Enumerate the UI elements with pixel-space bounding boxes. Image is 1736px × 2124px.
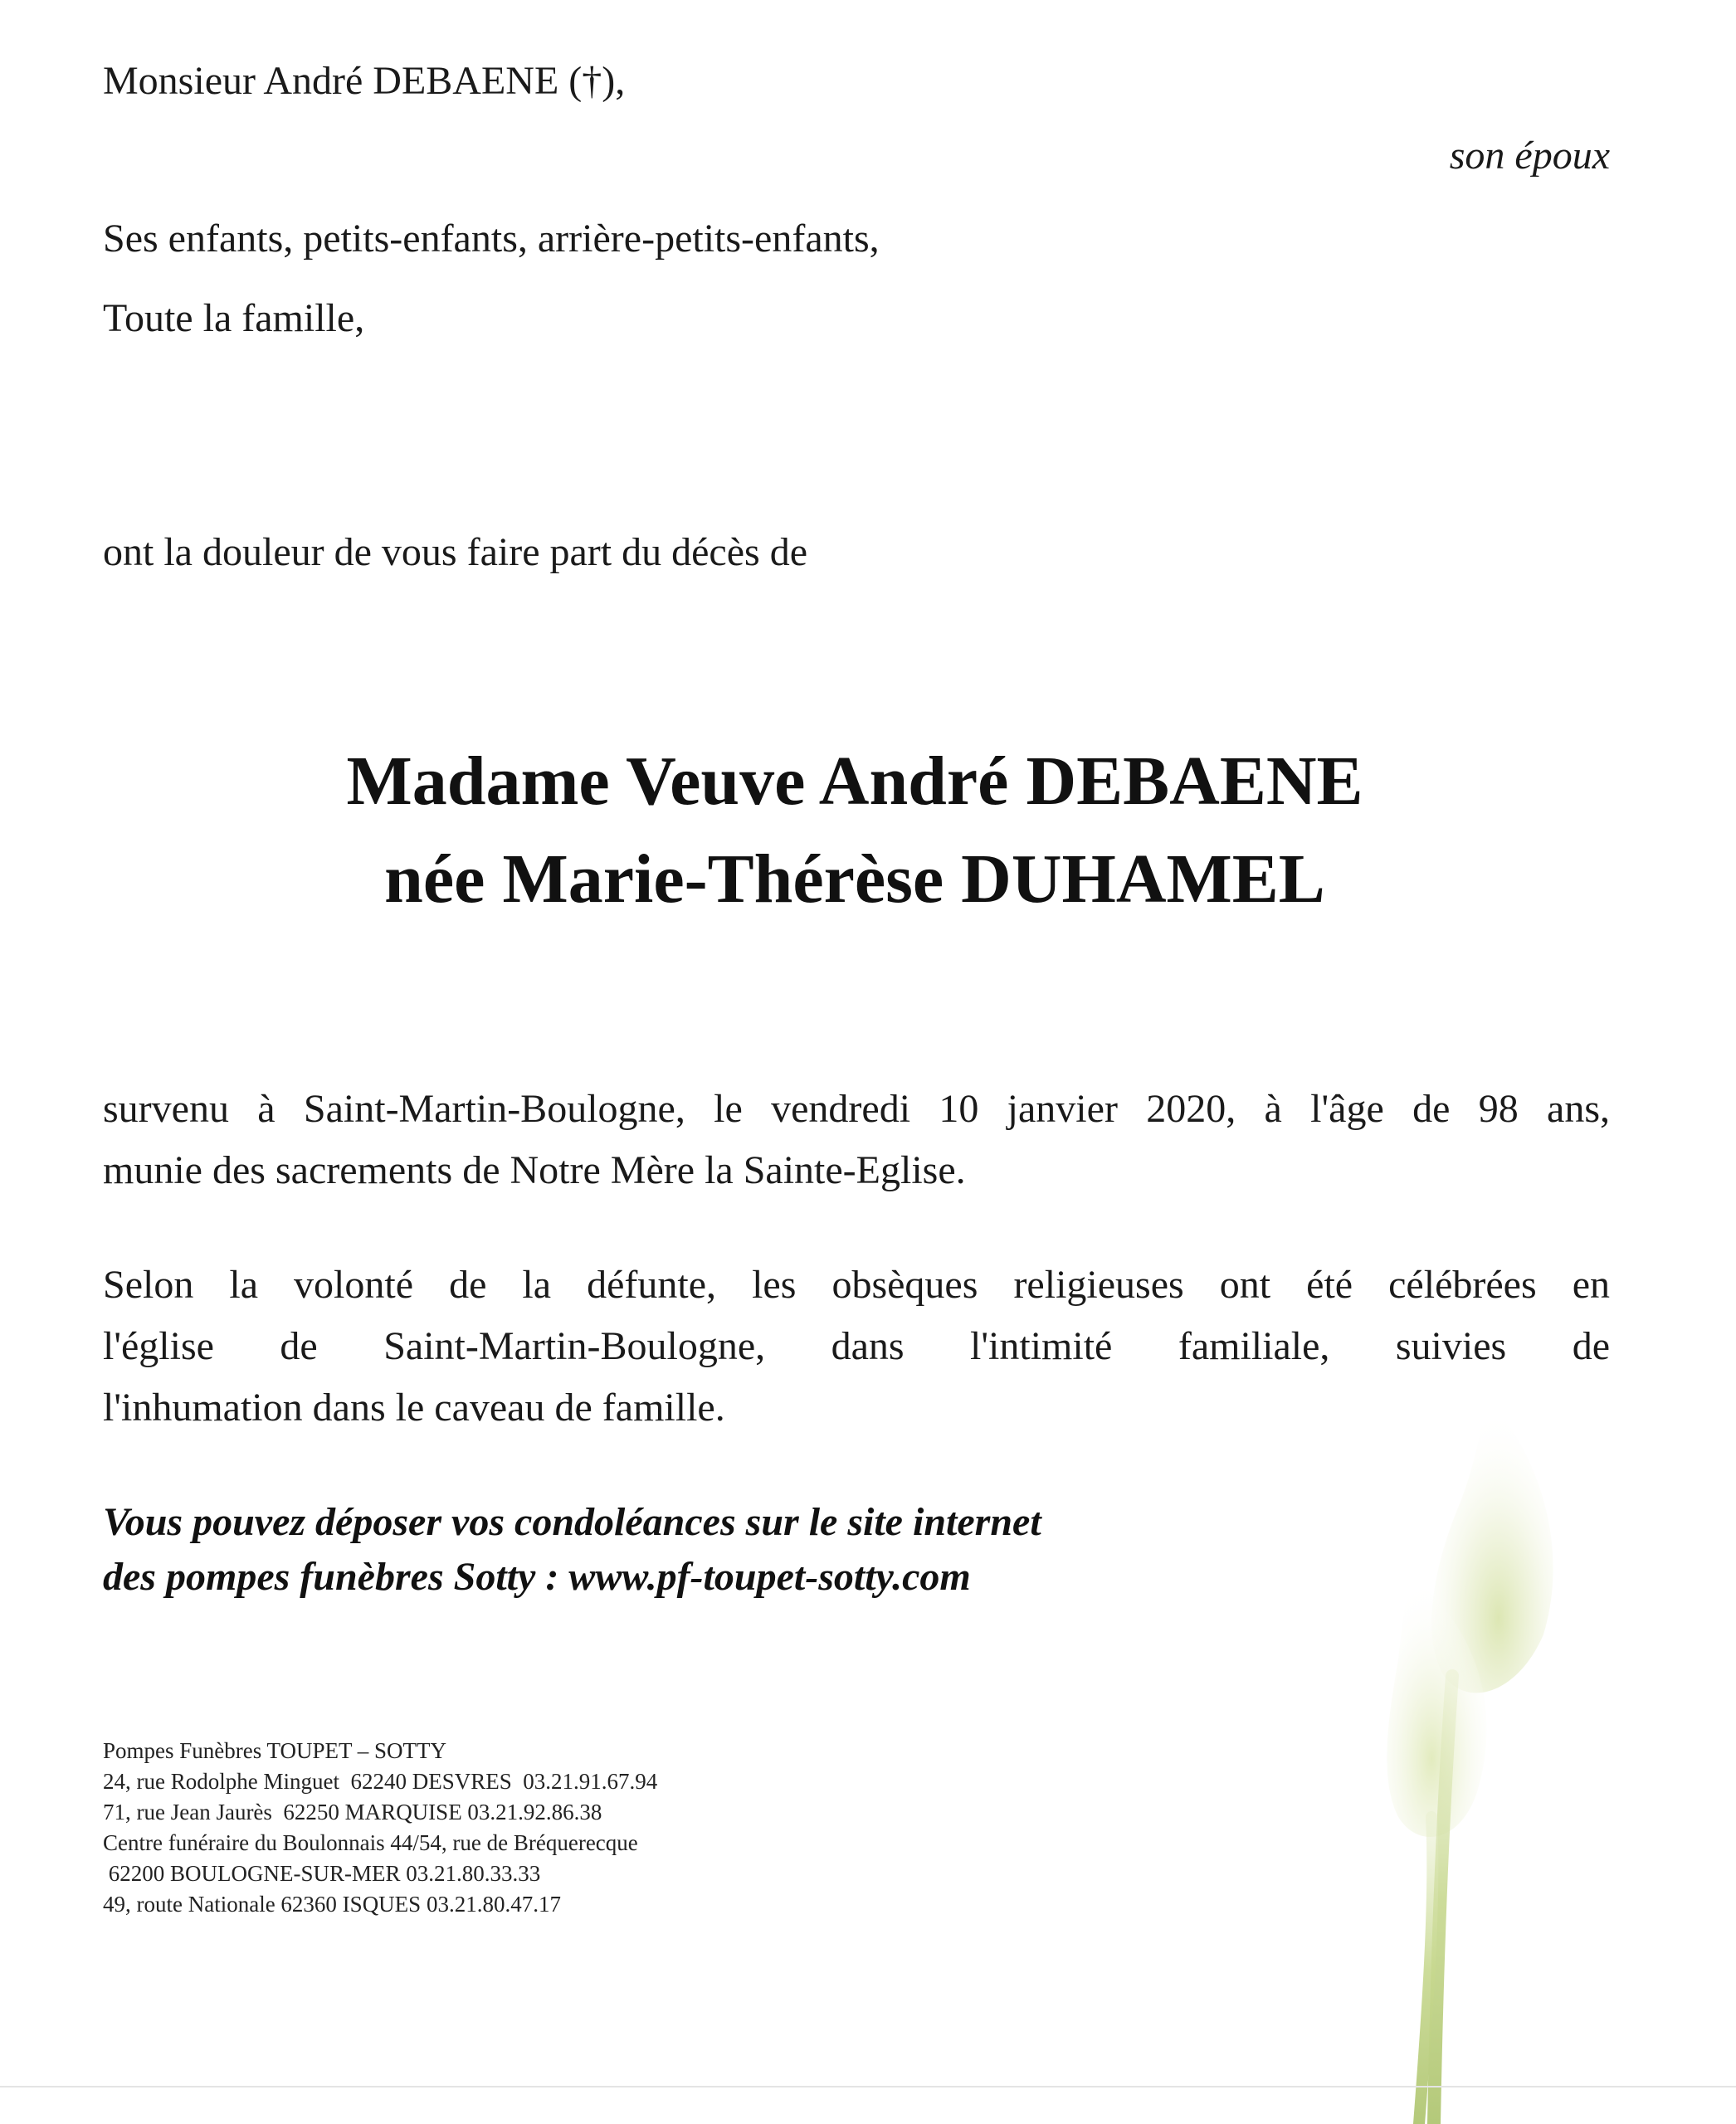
announcement-intro: ont la douleur de vous faire part du décès de	[103, 530, 808, 574]
funeral-line: l'église de Saint-Martin-Boulogne, dans l'intimité familiale, suivies de	[103, 1324, 1610, 1368]
deceased-maiden-name: née Marie-Thérèse DUHAMEL	[384, 840, 1325, 918]
funeral-home-contact	[103, 1736, 657, 1920]
funeral-paragraph	[103, 1254, 1610, 1439]
death-details	[103, 1079, 1610, 1201]
calla-lily-icon	[1295, 1361, 1736, 2124]
funeral-home-name: Pompes Funèbres TOUPET – SOTTY	[103, 1738, 447, 1763]
address-line: 49, route Nationale 62360 ISQUES 03.21.80.47.17	[103, 1892, 561, 1917]
family-line-all: Toute la famille,	[103, 296, 365, 340]
husband-line: Monsieur André DEBAENE (†),	[103, 59, 626, 103]
address-line: 24, rue Rodolphe Minguet 62240 DESVRES 03.21.91.67.94	[103, 1769, 658, 1794]
condolences-website-line: des pompes funèbres Sotty : www.pf-toupet-sotty.com	[103, 1555, 971, 1599]
death-details-line: survenu à Saint-Martin-Boulogne, le vendredi 10 janvier 2020, à l'âge de 98 ans,	[103, 1087, 1610, 1131]
death-details-line: munie des sacrements de Notre Mère la Sainte-Eglise.	[103, 1148, 966, 1192]
address-line: Centre funéraire du Boulonnais 44/54, rue de Bréquerecque	[103, 1830, 638, 1855]
address-line: 71, rue Jean Jaurès 62250 MARQUISE 03.21.92.86.38	[103, 1800, 602, 1824]
address-line: 62200 BOULOGNE-SUR-MER 03.21.80.33.33	[103, 1861, 541, 1886]
husband-role: son époux	[1449, 134, 1610, 178]
family-line-children: Ses enfants, petits-enfants, arrière-petits-enfants,	[103, 217, 880, 261]
condolences-line: Vous pouvez déposer vos condoléances sur le site internet	[103, 1500, 1041, 1544]
funeral-line: l'inhumation dans le caveau de famille.	[103, 1386, 725, 1430]
funeral-line: Selon la volonté de la défunte, les obsèques religieuses ont été célébrées en	[103, 1263, 1610, 1307]
bottom-divider	[0, 2086, 1736, 2087]
deceased-name: Madame Veuve André DEBAENE	[346, 743, 1363, 820]
